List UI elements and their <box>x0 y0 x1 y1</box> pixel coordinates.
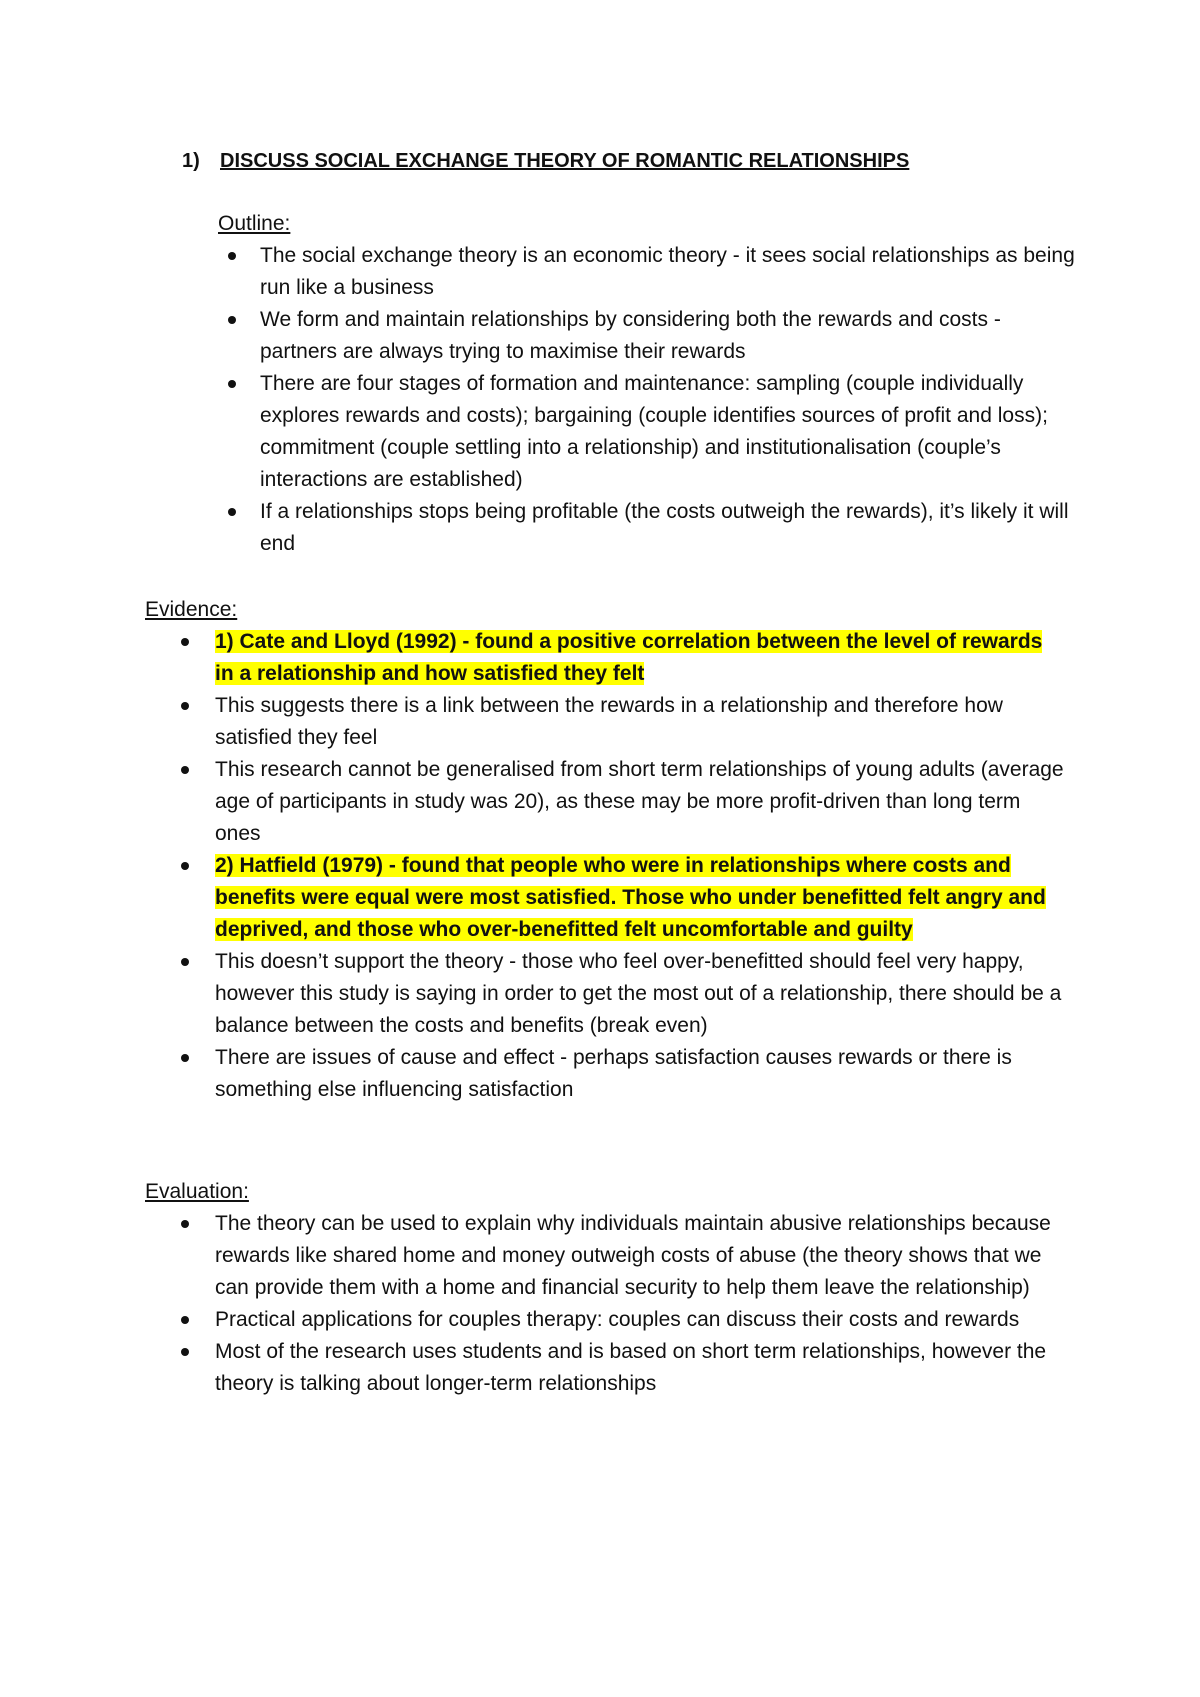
evidence-section <box>145 594 1065 1106</box>
highlighted-study-text: 2) Hatfield (1979) - found that people who were in relationships where costs and benefits were equal were most satisfied. Those who under benefitted felt angry and deprived, and those who over-benefitted felt uncomfortable and guilty <box>215 854 1046 941</box>
question-heading <box>182 145 909 177</box>
list-item: We form and maintain relationships by considering both the rewards and costs - partners are always trying to maximise their rewards <box>188 304 1078 368</box>
highlighted-study-text: 1) Cate and Lloyd (1992) - found a positive correlation between the level of rewards in a relationship and how satisfied they felt <box>215 630 1043 685</box>
list-item: Practical applications for couples therapy: couples can discuss their costs and rewards <box>143 1304 1065 1336</box>
list-item: This research cannot be generalised from short term relationships of young adults (average age of participants in study was 20), as these may be more profit-driven than long term ones <box>143 754 1065 850</box>
evidence-label: Evidence: <box>145 598 238 621</box>
list-item: There are issues of cause and effect - perhaps satisfaction causes rewards or there is something else influencing satisfaction <box>143 1042 1065 1106</box>
list-item: This suggests there is a link between the rewards in a relationship and therefore how satisfied they feel <box>143 690 1065 754</box>
outline-section <box>218 208 1078 560</box>
list-item: The theory can be used to explain why individuals maintain abusive relationships because rewards like shared home and money outweigh costs of abuse (the theory shows that we can provide them with a home and financial security to help them leave the relationship) <box>143 1208 1065 1304</box>
list-item-highlighted <box>143 626 1065 690</box>
list-item-highlighted <box>143 850 1065 946</box>
question-title: DISCUSS SOCIAL EXCHANGE THEORY OF ROMANTIC RELATIONSHIPS <box>220 150 910 172</box>
evaluation-list <box>145 1208 1065 1400</box>
question-number: 1) <box>182 150 200 172</box>
evaluation-label: Evaluation: <box>145 1180 249 1203</box>
list-item: This doesn’t support the theory - those who feel over-benefitted should feel very happy, however this study is saying in order to get the most out of a relationship, there should be a balance between the costs and benefits (break even) <box>143 946 1065 1042</box>
outline-label: Outline: <box>218 212 291 235</box>
list-item: If a relationships stops being profitable (the costs outweigh the rewards), it’s likely it will end <box>188 496 1078 560</box>
outline-list <box>218 240 1078 560</box>
evaluation-section <box>145 1176 1065 1400</box>
list-item: There are four stages of formation and maintenance: sampling (couple individually explores rewards and costs); bargaining (couple identifies sources of profit and loss); commitment (couple settling into a relationship) and institutionalisation (couple’s interactions are established) <box>188 368 1078 496</box>
list-item: The social exchange theory is an economic theory - it sees social relationships as being run like a business <box>188 240 1078 304</box>
list-item: Most of the research uses students and is based on short term relationships, however the theory is talking about longer-term relationships <box>143 1336 1065 1400</box>
evidence-list <box>145 626 1065 1106</box>
